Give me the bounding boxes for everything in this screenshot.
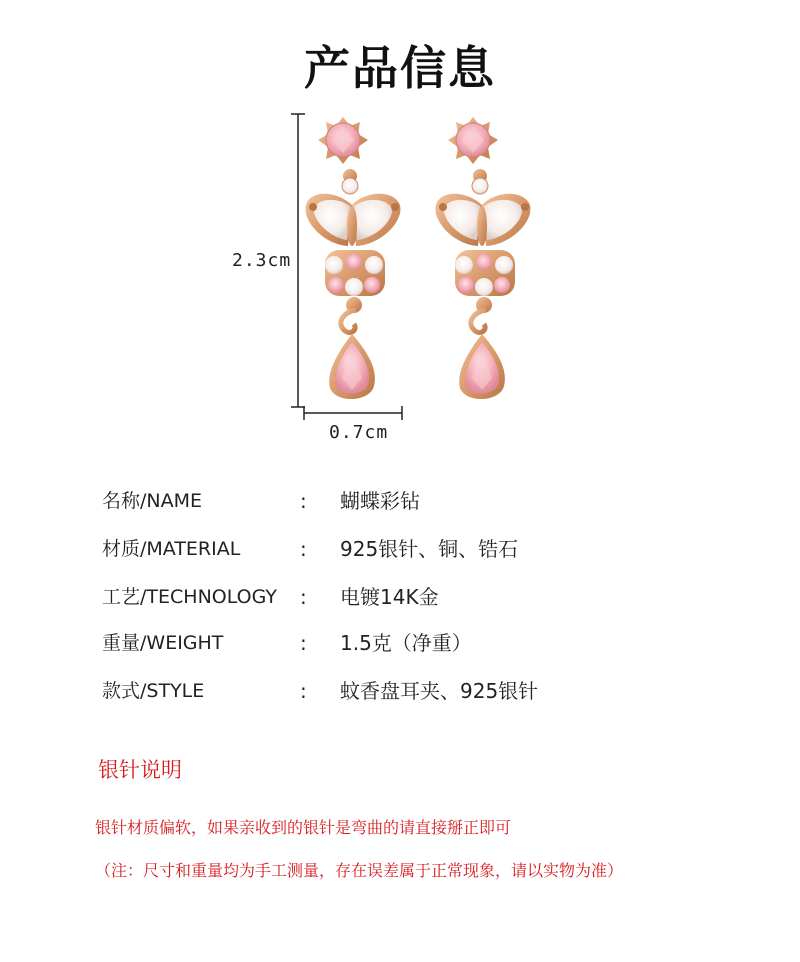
spec-value: 1.5克（净重） <box>340 631 472 655</box>
note-line: 银针材质偏软，如果亲收到的银针是弯曲的请直接掰正即可 <box>95 818 512 837</box>
product-figure <box>0 0 800 460</box>
spec-value: 925银针、铜、锆石 <box>340 537 519 561</box>
spec-label: 名称/NAME <box>102 490 203 512</box>
spec-row-name <box>102 484 702 518</box>
earring-left <box>306 117 401 399</box>
spec-separator: : <box>300 489 307 513</box>
stone-cluster-icon <box>455 250 515 313</box>
height-dimension-label: 2.3cm <box>232 250 292 271</box>
drop-pink-stone-icon <box>459 334 505 399</box>
earring-right <box>436 117 531 399</box>
width-dimension-line <box>304 406 402 420</box>
height-dimension-line <box>291 114 305 407</box>
note-heading: 银针说明 <box>98 758 182 782</box>
drop-pink-stone-icon <box>329 334 375 399</box>
spec-value: 电镀14K金 <box>340 585 439 609</box>
top-pink-stone-icon <box>318 117 368 164</box>
spec-row-style <box>102 674 702 708</box>
spec-separator: : <box>300 585 307 609</box>
butterfly-icon <box>436 194 531 246</box>
spec-value: 蚊香盘耳夹、925银针 <box>340 679 539 703</box>
stone-cluster-icon <box>325 250 385 313</box>
spec-row-material <box>102 532 702 566</box>
page-title: 产品信息 <box>304 41 496 95</box>
spec-separator: : <box>300 679 307 703</box>
spec-label: 重量/WEIGHT <box>102 632 224 654</box>
spec-separator: : <box>300 631 307 655</box>
top-pink-stone-icon <box>448 117 498 164</box>
spec-label: 工艺/TECHNOLOGY <box>102 586 277 608</box>
spec-row-technology <box>102 580 702 614</box>
spec-label: 款式/STYLE <box>102 680 205 702</box>
spec-label: 材质/MATERIAL <box>102 538 241 560</box>
width-dimension-label: 0.7cm <box>329 422 389 443</box>
note-line: （注：尺寸和重量均为手工测量，存在误差属于正常现象，请以实物为准） <box>95 861 624 880</box>
spec-value: 蝴蝶彩钻 <box>340 489 420 513</box>
spec-separator: : <box>300 537 307 561</box>
spec-row-weight <box>102 626 702 660</box>
butterfly-icon <box>306 194 401 246</box>
